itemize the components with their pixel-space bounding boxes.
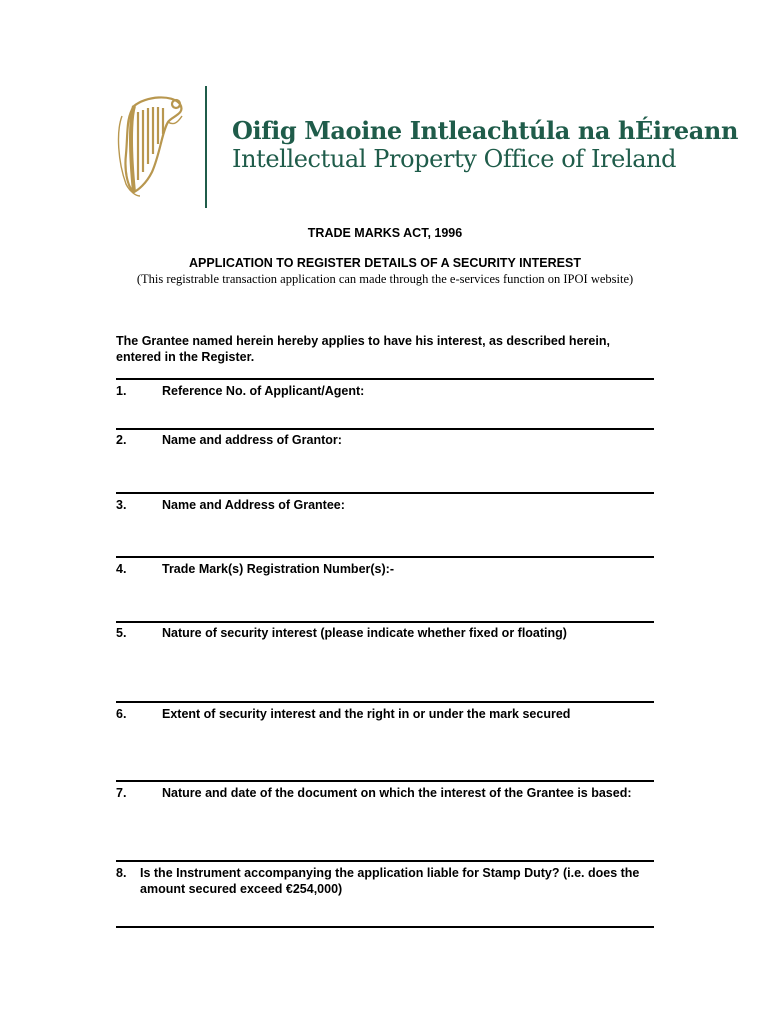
item-number: 7. (116, 786, 127, 800)
act-title: TRADE MARKS ACT, 1996 (307, 226, 463, 240)
item-label: Trade Mark(s) Registration Number(s):- (162, 562, 394, 576)
section-rule (116, 780, 654, 782)
header-divider (205, 86, 207, 208)
item-number: 2. (116, 433, 127, 447)
section-rule (116, 492, 654, 494)
org-name-irish: Oifig Maoine Intleachtúla na hÉireann (232, 116, 739, 145)
item-label: Extent of security interest and the right in or under the mark secured (162, 707, 571, 721)
section-rule (116, 701, 654, 703)
section-rule (116, 556, 654, 558)
item-number: 6. (116, 707, 127, 721)
org-name-english: Intellectual Property Office of Ireland (232, 145, 677, 173)
item-label: Nature of security interest (please indicate whether fixed or floating) (162, 626, 567, 640)
section-rule (116, 621, 654, 623)
item-label: Nature and date of the document on which the interest of the Grantee is based: (162, 786, 632, 800)
item-label: Name and address of Grantor: (162, 433, 342, 447)
item-number: 3. (116, 498, 127, 512)
harp-icon (112, 92, 190, 200)
item-label: Name and Address of Grantee: (162, 498, 345, 512)
section-rule (116, 428, 654, 430)
item-number: 5. (116, 626, 127, 640)
item-number: 1. (116, 384, 127, 398)
item-label: Is the Instrument accompanying the application liable for Stamp Duty? (i.e. does the amount secured exceed €254,000) (140, 866, 640, 896)
item-label: Reference No. of Applicant/Agent: (162, 384, 365, 398)
section-rule (116, 378, 654, 380)
intro-paragraph: The Grantee named herein hereby applies to have his interest, as described herein, entered in the Register. (116, 334, 610, 364)
application-note: (This registrable transaction application can made through the e-services function on IPOI website) (136, 272, 634, 286)
application-title: APPLICATION TO REGISTER DETAILS OF A SECURITY INTEREST (189, 256, 581, 270)
section-rule (116, 926, 654, 928)
item-number: 4. (116, 562, 127, 576)
section-rule (116, 860, 654, 862)
item-number: 8. (116, 866, 127, 880)
